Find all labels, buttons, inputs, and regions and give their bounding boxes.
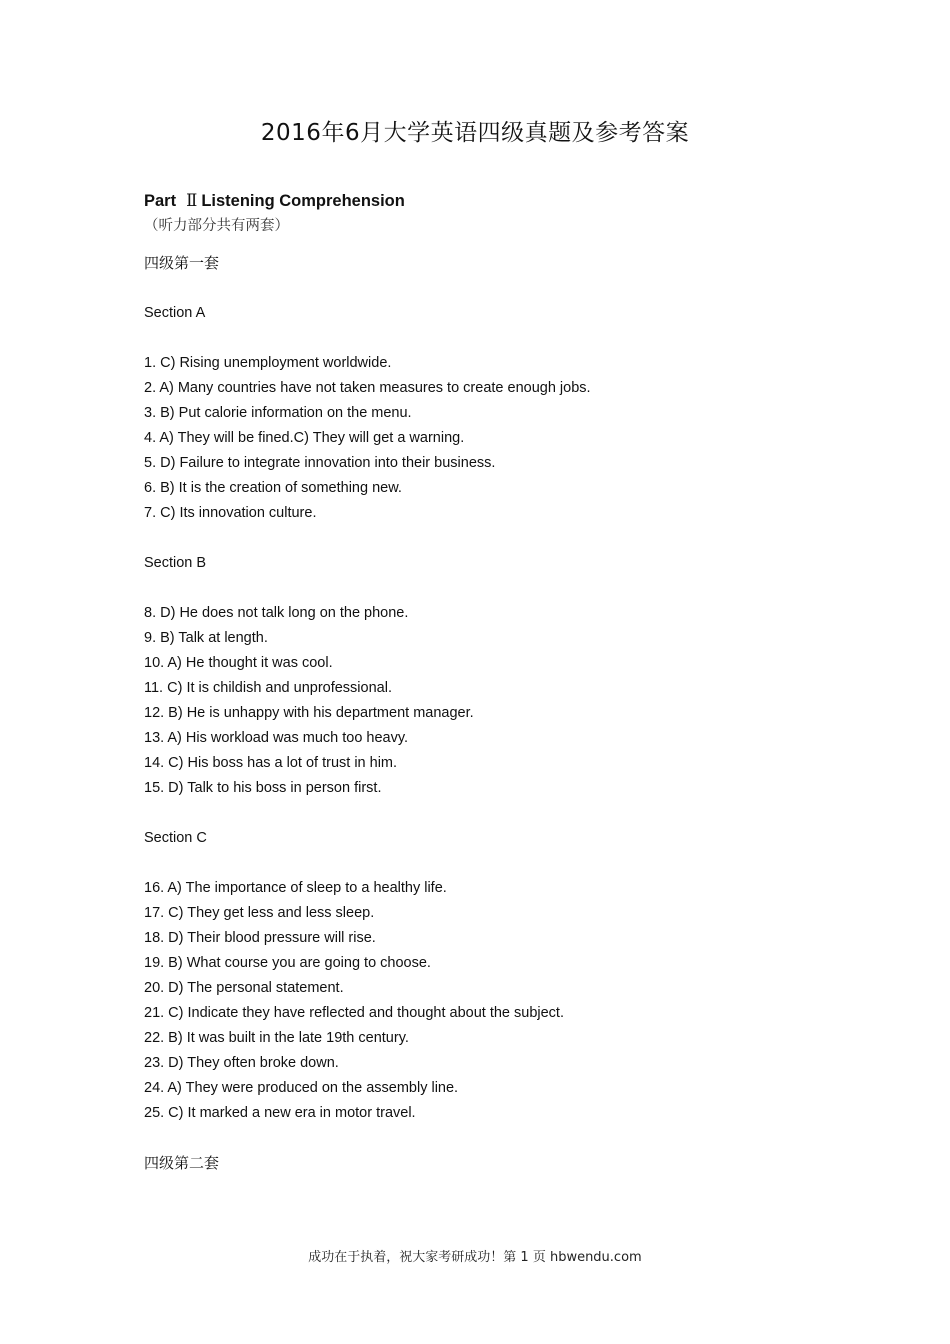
answer-item: 8. D) He does not talk long on the phone. (144, 605, 409, 621)
answer-item: 2. A) Many countries have not taken measures to create enough jobs. (144, 380, 591, 396)
answer-item: 21. C) Indicate they have reflected and thought about the subject. (144, 1005, 564, 1021)
answer-item: 3. B) Put calorie information on the menu. (144, 405, 412, 421)
document-body (144, 188, 844, 1176)
answer-item: 20. D) The personal statement. (144, 980, 344, 996)
answer-item: 15. D) Talk to his boss in person first. (144, 780, 382, 796)
answer-item: 22. B) It was built in the late 19th century. (144, 1030, 409, 1046)
answer-item: 4. A) They will be fined.C) They will get a warning. (144, 430, 465, 446)
part-roman-numeral: Ⅱ (186, 191, 198, 210)
answer-item: 18. D) Their blood pressure will rise. (144, 930, 376, 946)
answer-item: 13. A) His workload was much too heavy. (144, 730, 409, 746)
answer-item: 25. C) It marked a new era in motor travel. (144, 1105, 416, 1121)
answer-item: 14. C) His boss has a lot of trust in him. (144, 755, 398, 771)
section-a-answers (144, 351, 844, 526)
answer-item: 17. C) They get less and less sleep. (144, 905, 375, 921)
answer-item: 24. A) They were produced on the assembly line. (144, 1080, 459, 1096)
answer-item: 5. D) Failure to integrate innovation into their business. (144, 455, 496, 471)
answer-item: 1. C) Rising unemployment worldwide. (144, 355, 392, 371)
part-label: Part (144, 192, 177, 210)
set-1-heading: 四级第一套 (144, 254, 220, 272)
section-b-answers (144, 601, 844, 801)
set-2-heading: 四级第二套 (144, 1154, 220, 1172)
answer-item: 16. A) The importance of sleep to a healthy life. (144, 880, 447, 896)
answer-item: 10. A) He thought it was cool. (144, 655, 333, 671)
section-c-heading: Section C (144, 830, 207, 846)
part-name: Listening Comprehension (201, 192, 405, 210)
section-c-answers (144, 876, 844, 1126)
answer-item: 9. B) Talk at length. (144, 630, 268, 646)
answer-item: 19. B) What course you are going to choose. (144, 955, 431, 971)
answer-item: 12. B) He is unhappy with his department manager. (144, 705, 474, 721)
part-note: （听力部分共有两套） (144, 218, 289, 234)
answer-item: 7. C) Its innovation culture. (144, 505, 317, 521)
section-b-heading: Section B (144, 555, 207, 571)
part-heading (144, 188, 844, 214)
section-a-heading: Section A (144, 305, 206, 321)
answer-item: 11. C) It is childish and unprofessional. (144, 680, 392, 696)
document-title: 2016年6月大学英语四级真题及参考答案 (260, 120, 690, 146)
page-footer: 成功在于执着，祝大家考研成功！第 1 页 hbwendu.com (308, 1250, 642, 1265)
answer-item: 6. B) It is the creation of something new. (144, 480, 402, 496)
answer-item: 23. D) They often broke down. (144, 1055, 339, 1071)
